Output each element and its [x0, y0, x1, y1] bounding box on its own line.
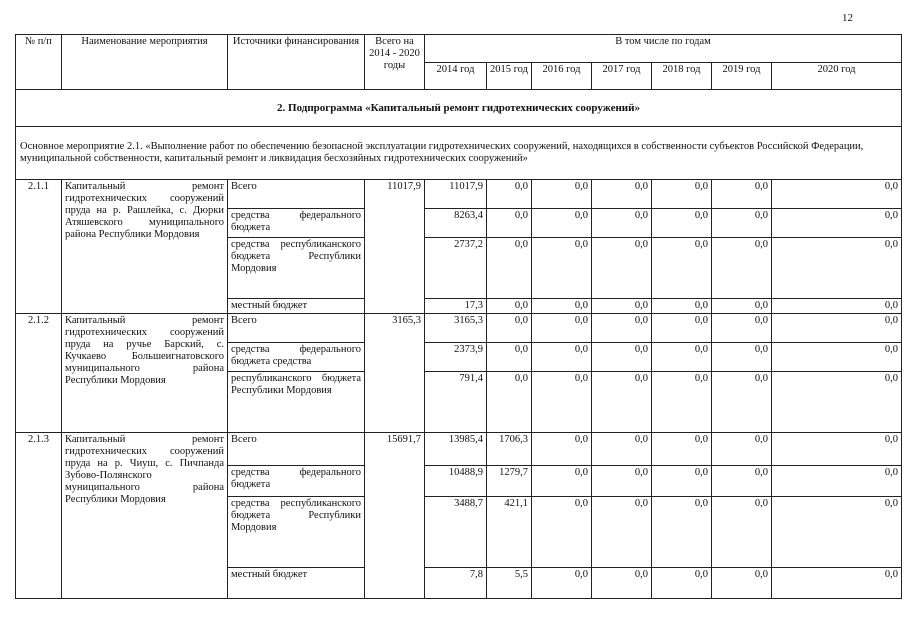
year-value: 0,0: [487, 314, 532, 343]
year-value: 0,0: [652, 180, 712, 209]
year-value: 0,0: [652, 343, 712, 372]
header-num: № п/п: [16, 35, 62, 90]
page-number: 12: [842, 12, 853, 24]
year-value: 0,0: [652, 372, 712, 433]
year-value: 0,0: [772, 343, 902, 372]
header-year: 2016 год: [532, 62, 592, 90]
year-value: 11017,9: [425, 180, 487, 209]
year-value: 0,0: [772, 209, 902, 238]
year-value: 0,0: [532, 343, 592, 372]
year-value: 17,3: [425, 299, 487, 314]
year-value: 0,0: [772, 466, 902, 497]
header-row-1: [16, 35, 902, 63]
year-value: 0,0: [487, 209, 532, 238]
year-value: 0,0: [592, 180, 652, 209]
header-year: 2017 год: [592, 62, 652, 90]
year-value: 0,0: [712, 433, 772, 466]
year-value: 0,0: [772, 238, 902, 299]
year-value: 0,0: [532, 433, 592, 466]
header-year: 2014 год: [425, 62, 487, 90]
year-value: 0,0: [532, 209, 592, 238]
year-value: 0,0: [487, 238, 532, 299]
year-value: 0,0: [772, 497, 902, 568]
year-value: 0,0: [652, 568, 712, 599]
item-total: 15691,7: [365, 433, 425, 599]
year-value: 0,0: [772, 314, 902, 343]
year-value: 0,0: [532, 238, 592, 299]
funding-source: средства федерального бюджета: [228, 209, 365, 238]
year-value: 7,8: [425, 568, 487, 599]
year-value: 0,0: [592, 433, 652, 466]
year-value: 0,0: [592, 568, 652, 599]
year-value: 0,0: [652, 209, 712, 238]
year-value: 0,0: [532, 497, 592, 568]
funding-source: местный бюджет: [228, 299, 365, 314]
header-name: Наименование мероприятия: [62, 35, 228, 90]
year-value: 0,0: [592, 314, 652, 343]
item-name: Капитальный ремонт гидротехнических сооружений пруда на р. Чиуш, с. Пичпанда Зубово-Полянского муниципального района Республики Мордовия: [62, 433, 228, 599]
table-row: [16, 180, 902, 209]
year-value: 0,0: [532, 466, 592, 497]
table-row: [16, 314, 902, 343]
year-value: 0,0: [592, 209, 652, 238]
year-value: 0,0: [487, 180, 532, 209]
year-value: 0,0: [712, 568, 772, 599]
table-row: [16, 433, 902, 466]
subprogram-title: 2. Подпрограмма «Капитальный ремонт гидротехнических сооружений»: [16, 90, 902, 127]
year-value: 0,0: [652, 314, 712, 343]
year-value: 3488,7: [425, 497, 487, 568]
funding-source: средства федерального бюджета средства: [228, 343, 365, 372]
year-value: 0,0: [772, 299, 902, 314]
year-value: 0,0: [532, 314, 592, 343]
year-value: 0,0: [652, 299, 712, 314]
header-year: 2019 год: [712, 62, 772, 90]
program-table: [15, 34, 902, 599]
year-value: 0,0: [532, 180, 592, 209]
funding-source: средства федерального бюджета: [228, 466, 365, 497]
year-value: 8263,4: [425, 209, 487, 238]
year-value: 3165,3: [425, 314, 487, 343]
funding-source: местный бюджет: [228, 568, 365, 599]
year-value: 0,0: [712, 343, 772, 372]
item-total: 3165,3: [365, 314, 425, 433]
year-value: 0,0: [712, 372, 772, 433]
year-value: 13985,4: [425, 433, 487, 466]
year-value: 791,4: [425, 372, 487, 433]
year-value: 1279,7: [487, 466, 532, 497]
header-year: 2018 год: [652, 62, 712, 90]
year-value: 0,0: [772, 433, 902, 466]
year-value: 2373,9: [425, 343, 487, 372]
year-value: 0,0: [592, 238, 652, 299]
year-value: 0,0: [712, 180, 772, 209]
item-total: 11017,9: [365, 180, 425, 314]
header-year: 2015 год: [487, 62, 532, 90]
year-value: 0,0: [532, 568, 592, 599]
year-value: 421,1: [487, 497, 532, 568]
year-value: 0,0: [772, 180, 902, 209]
year-value: 0,0: [652, 433, 712, 466]
year-value: 0,0: [592, 497, 652, 568]
funding-source: средства республиканского бюджета Республики Мордовия: [228, 238, 365, 299]
year-value: 0,0: [712, 209, 772, 238]
item-number: 2.1.3: [16, 433, 62, 599]
header-by-years: В том числе по годам: [425, 35, 902, 63]
year-value: 0,0: [772, 568, 902, 599]
funding-source: республиканского бюджета Республики Мордовия: [228, 372, 365, 433]
item-number: 2.1.1: [16, 180, 62, 314]
year-value: 0,0: [487, 343, 532, 372]
year-value: 0,0: [592, 372, 652, 433]
year-value: 0,0: [712, 497, 772, 568]
main-activity: Основное мероприятие 2.1. «Выполнение работ по обеспечению безопасной эксплуатации гидротехнических сооружений, находящихся в собственности субъектов Российской Федерации, муниципальной собственности, капитальный ремонт и ликвидация бесхозяйных гидротехнических сооружений»: [16, 127, 902, 180]
year-value: 0,0: [712, 466, 772, 497]
year-value: 0,0: [592, 299, 652, 314]
year-value: 0,0: [592, 466, 652, 497]
item-number: 2.1.2: [16, 314, 62, 433]
year-value: 0,0: [487, 372, 532, 433]
funding-source: Всего: [228, 314, 365, 343]
header-source: Источники финансирования: [228, 35, 365, 90]
item-name: Капитальный ремонт гидротехнических сооружений пруда на р. Рашлейка, с. Дюрки Атяшевского муниципального района Республики Мордовия: [62, 180, 228, 314]
year-value: 0,0: [652, 238, 712, 299]
year-value: 0,0: [772, 372, 902, 433]
year-value: 2737,2: [425, 238, 487, 299]
year-value: 0,0: [487, 299, 532, 314]
year-value: 0,0: [532, 372, 592, 433]
funding-source: Всего: [228, 180, 365, 209]
year-value: 0,0: [592, 343, 652, 372]
funding-source: Всего: [228, 433, 365, 466]
year-value: 0,0: [652, 497, 712, 568]
year-value: 0,0: [712, 299, 772, 314]
year-value: 1706,3: [487, 433, 532, 466]
year-value: 0,0: [532, 299, 592, 314]
year-value: 5,5: [487, 568, 532, 599]
header-total: Всего на 2014 - 2020 годы: [365, 35, 425, 90]
year-value: 0,0: [712, 238, 772, 299]
year-value: 10488,9: [425, 466, 487, 497]
year-value: 0,0: [652, 466, 712, 497]
item-name: Капитальный ремонт гидротехнических сооружений пруда на ручье Барский, с. Кучкаево Большеигнатовского муниципального района Республики Мордовия: [62, 314, 228, 433]
year-value: 0,0: [712, 314, 772, 343]
funding-source: средства республиканского бюджета Республики Мордовия: [228, 497, 365, 568]
header-year: 2020 год: [772, 62, 902, 90]
